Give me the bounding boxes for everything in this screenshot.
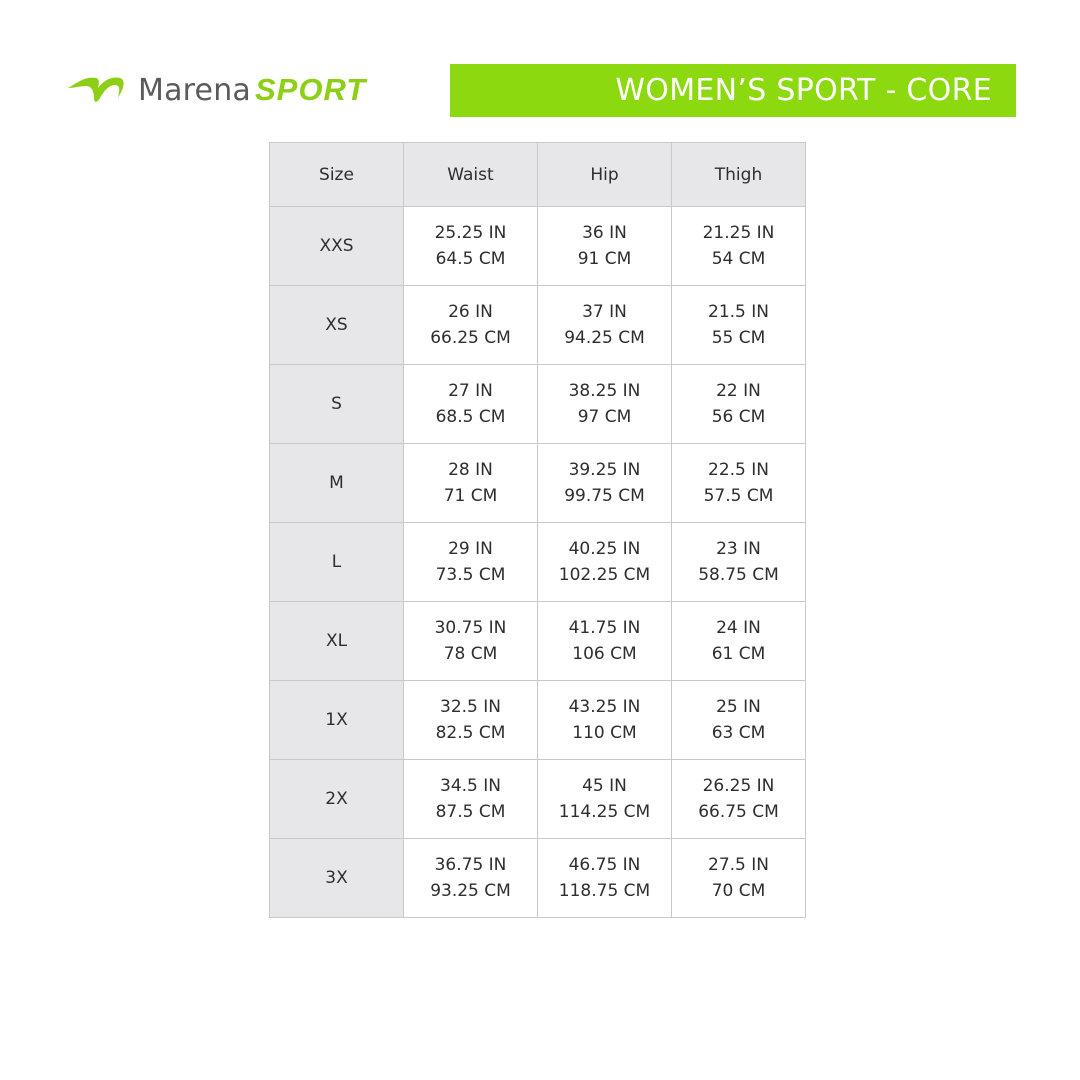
waist-cell: [404, 839, 538, 918]
size-label: S: [270, 365, 404, 444]
thigh-inches: 26.25 IN: [702, 776, 775, 796]
waist-inches: 30.75 IN: [434, 618, 507, 638]
swoosh-stroke: [68, 77, 124, 101]
size-label: M: [270, 444, 404, 523]
hip-inches: 38.25 IN: [568, 381, 641, 401]
hip-cell: [538, 602, 672, 681]
table-row: [270, 839, 806, 918]
waist-centimeters: 68.5 CM: [435, 407, 506, 427]
hip-centimeters: 106 CM: [572, 644, 637, 664]
thigh-cell: [672, 839, 806, 918]
hip-inches: 41.75 IN: [568, 618, 641, 638]
thigh-centimeters: 58.75 CM: [698, 565, 779, 585]
thigh-inches: 24 IN: [716, 618, 761, 638]
brand-name: Marena: [138, 73, 251, 108]
hip-inches: 45 IN: [582, 776, 627, 796]
thigh-inches: 21.25 IN: [702, 223, 775, 243]
size-rows: [270, 207, 806, 918]
hip-inches: 36 IN: [582, 223, 627, 243]
table-row: [270, 286, 806, 365]
thigh-cell: [672, 444, 806, 523]
header-hip: Hip: [538, 143, 672, 207]
hip-cell: [538, 523, 672, 602]
waist-inches: 28 IN: [448, 460, 493, 480]
waist-centimeters: 64.5 CM: [435, 249, 506, 269]
waist-centimeters: 87.5 CM: [435, 802, 506, 822]
waist-inches: 27 IN: [448, 381, 493, 401]
thigh-centimeters: 56 CM: [711, 407, 766, 427]
header-waist: Waist: [404, 143, 538, 207]
waist-inches: 29 IN: [448, 539, 493, 559]
hip-cell: [538, 286, 672, 365]
thigh-cell: [672, 602, 806, 681]
hip-inches: 37 IN: [582, 302, 627, 322]
waist-inches: 32.5 IN: [440, 697, 501, 717]
waist-centimeters: 66.25 CM: [430, 328, 511, 348]
table-row: [270, 602, 806, 681]
table-row: [270, 681, 806, 760]
waist-cell: [404, 523, 538, 602]
hip-cell: [538, 681, 672, 760]
hip-centimeters: 97 CM: [577, 407, 632, 427]
hip-centimeters: 102.25 CM: [558, 565, 651, 585]
thigh-inches: 25 IN: [716, 697, 761, 717]
size-label: 1X: [270, 681, 404, 760]
size-label: XXS: [270, 207, 404, 286]
waist-centimeters: 78 CM: [443, 644, 498, 664]
waist-inches: 34.5 IN: [440, 776, 501, 796]
hip-centimeters: 94.25 CM: [564, 328, 645, 348]
waist-inches: 36.75 IN: [434, 855, 507, 875]
waist-cell: [404, 602, 538, 681]
thigh-inches: 23 IN: [716, 539, 761, 559]
hip-centimeters: 91 CM: [577, 249, 632, 269]
thigh-cell: [672, 365, 806, 444]
hip-cell: [538, 444, 672, 523]
waist-centimeters: 73.5 CM: [435, 565, 506, 585]
waist-cell: [404, 681, 538, 760]
thigh-inches: 22 IN: [716, 381, 761, 401]
thigh-centimeters: 70 CM: [711, 881, 766, 901]
thigh-cell: [672, 523, 806, 602]
table-row: [270, 760, 806, 839]
thigh-inches: 27.5 IN: [708, 855, 769, 875]
thigh-centimeters: 57.5 CM: [703, 486, 774, 506]
hip-centimeters: 118.75 CM: [558, 881, 651, 901]
brand-sub: SPORT: [255, 72, 367, 107]
waist-centimeters: 93.25 CM: [430, 881, 511, 901]
table-row: [270, 523, 806, 602]
hip-centimeters: 99.75 CM: [564, 486, 645, 506]
thigh-centimeters: 55 CM: [711, 328, 766, 348]
thigh-centimeters: 63 CM: [711, 723, 766, 743]
table-row: [270, 444, 806, 523]
thigh-cell: [672, 760, 806, 839]
table-row: [270, 365, 806, 444]
thigh-cell: [672, 286, 806, 365]
size-label: XS: [270, 286, 404, 365]
hip-cell: [538, 760, 672, 839]
banner-title: WOMEN’S SPORT - CORE: [615, 73, 992, 108]
hip-inches: 39.25 IN: [568, 460, 641, 480]
thigh-inches: 21.5 IN: [708, 302, 769, 322]
waist-centimeters: 82.5 CM: [435, 723, 506, 743]
thigh-centimeters: 66.75 CM: [698, 802, 779, 822]
brand-logo: [66, 68, 366, 112]
header-size: Size: [270, 143, 404, 207]
waist-cell: [404, 207, 538, 286]
size-label: 3X: [270, 839, 404, 918]
size-chart-table: [269, 142, 806, 918]
hip-centimeters: 114.25 CM: [558, 802, 651, 822]
waist-cell: [404, 365, 538, 444]
marena-swoosh-icon: [66, 68, 130, 112]
table-row: [270, 207, 806, 286]
thigh-cell: [672, 207, 806, 286]
waist-inches: 25.25 IN: [434, 223, 507, 243]
hip-cell: [538, 207, 672, 286]
waist-cell: [404, 760, 538, 839]
thigh-inches: 22.5 IN: [708, 460, 769, 480]
hip-inches: 43.25 IN: [568, 697, 641, 717]
hip-cell: [538, 365, 672, 444]
hip-inches: 46.75 IN: [568, 855, 641, 875]
size-label: L: [270, 523, 404, 602]
collection-banner: [450, 64, 1016, 117]
waist-cell: [404, 444, 538, 523]
waist-inches: 26 IN: [448, 302, 493, 322]
header-row: [270, 143, 806, 207]
thigh-centimeters: 61 CM: [711, 644, 766, 664]
header-thigh: Thigh: [672, 143, 806, 207]
hip-centimeters: 110 CM: [572, 723, 637, 743]
waist-cell: [404, 286, 538, 365]
hip-cell: [538, 839, 672, 918]
thigh-cell: [672, 681, 806, 760]
size-label: XL: [270, 602, 404, 681]
thigh-centimeters: 54 CM: [711, 249, 766, 269]
size-label: 2X: [270, 760, 404, 839]
hip-inches: 40.25 IN: [568, 539, 641, 559]
waist-centimeters: 71 CM: [443, 486, 498, 506]
